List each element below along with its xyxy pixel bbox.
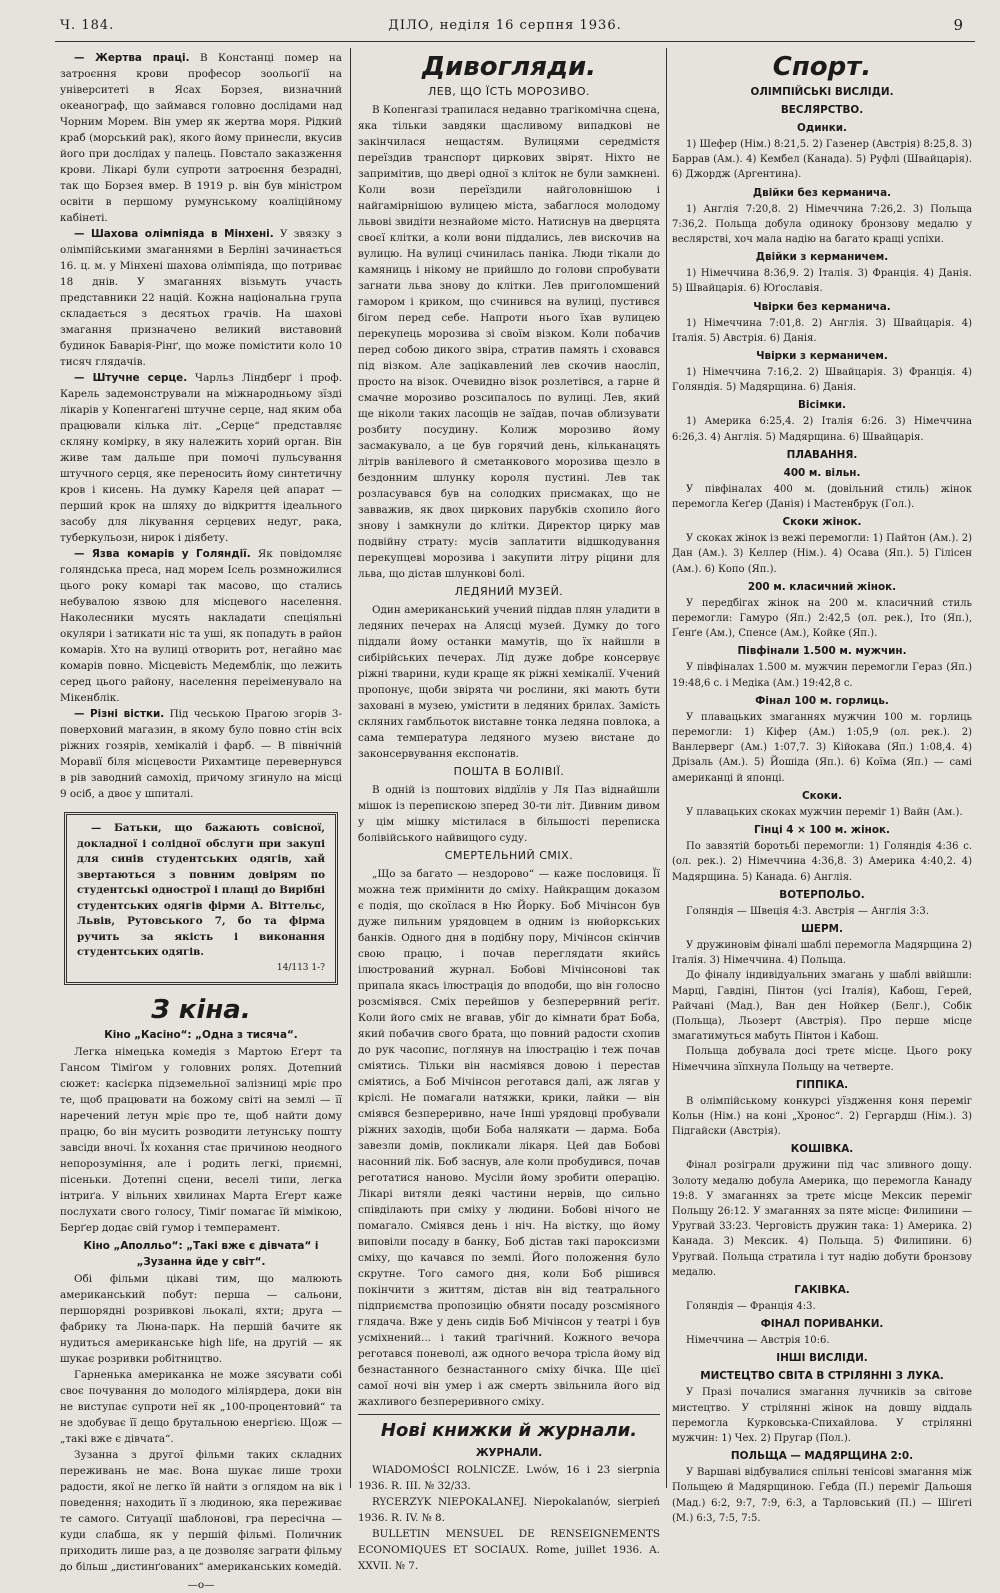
issue-number: Ч. 184.: [60, 18, 115, 33]
result-text: Німеччина — Австрія 10:6.: [686, 1335, 830, 1347]
sport-heading: ГАКІВКА.: [794, 1283, 850, 1296]
ad-text: — Батьки, що бажають совісної, докладної і солідної обслуги при закупі для синів студентських одягів, хай звертаються з повним довірям по студентські однострої і плащі до Вирібні студентських одягів фірми А. Віттельс, Львів, Рутовського 7, бо та фірма ручить за якість і виконання студентських одягів.: [77, 822, 325, 958]
divider: [358, 1414, 660, 1415]
review-text: Легка німецька комедія з Мартою Еґерт та Гансом Тіміґом у головних ролях. Дотепний сюжет: касієрка підземельної залізниці мріє про те, щоб працювати на божому світі на землі — її наречений летун мріє про те, щоб найти дому працю, бо він мусить розводити летунську пошту завсіди вночі. Їх кохання стає причиною неодного непорозуміння, але і родить легкі, приємні, пісеньки. Дотепні сцени, веселі типи, легка інтриґа. У вільних хвилинах Марта Еґерт каже послухати свого голосу, Тіміґ помагає їй мімікою, Берґер додає свій гумор і темперамент.: [60, 1046, 342, 1234]
event-heading: 400 м. вільн.: [783, 466, 861, 479]
result-text: По завзятій боротьбі перемогли: 1) Голяндія 4:36 с. (ол. рек.). 2) Німеччина 4:36,8. 3) Америка 4:40,2. 4) Мадярщина. 5) Канада. 6) Англія.: [672, 841, 972, 883]
sport-heading: ПЛАВАННЯ.: [786, 448, 858, 461]
page-header: [40, 16, 970, 36]
sport-heading: ВЕСЛЯРСТВО.: [780, 104, 864, 116]
section-title-books: Нові книжки й журнали.: [380, 1420, 638, 1441]
event-heading: Фінал 100 м. горлиць.: [755, 694, 889, 707]
story-text: Один американський учений піддав плян уладити в ледяних печерах на Алясці музей. Думку до того піддали йому останки мамутів, що їх найшли в сибірійських печерах. Лід дуже добре консервує ріжні тварини, куди краще як ріжні хемікалії. Учений пропонує, щоби звірята чи рослини, які мають бути заховані в музею, умістити в ледяних брилах. Замість скляних гамбльоток виставне тонка ледяна повлока, а сама температура ледяного музею вистане до законсервування експонатів.: [358, 604, 660, 760]
result-text: У Празі почалися змагання лучників за світове мистецтво. У стрілянні жінок на довшу віддаль перемогла Курковська-Спихайлова. У стрілянні мужчин: 1) Чех. 2) Пругар (Пол.).: [672, 1387, 972, 1444]
result-text: 1) Німеччина 8:36,9. 2) Італія. 3) Франція. 4) Данія. 5) Швайцарія. 6) Юґославія.: [672, 268, 972, 295]
result-text: 1) Америка 6:25,4. 2) Італія 6:26. 3) Німеччина 6:26,3. 4) Англія. 5) Мадярщина. 6) Швайцарія.: [672, 416, 972, 443]
sport-heading: ОЛІМПІЙСЬКІ ВИСЛІДИ.: [750, 86, 894, 98]
story-text: „Що за багато — нездорово“ — каже пословиця. Її можна теж примінити до сміху. Найкращим доказом є подія, що скоїлася в Ню Йорку. Боб Мічінсон був дуже пильним урядовцем в одним із нюйоркських банків. Одного дня в подібну пору, Мічінсон скінчив свою працю, і почав переглядати якийсь ілюстрований журнал. Бобові Мічінсонові так припала якась ілюстрація до вподоби, що він голосно розсміявся. Сміх перейшов у безперервний реґіт. Коли його сміх не вгавав, убіг до кімнати брат Боба, який побачив свого брата, що повний радости схопив до рук часопис, поглянув на ілюстрацію і теж почав сміятись. Тільки він насміявся довою і перестав сміятись, а Боб Мічінсон реготався далі, аж лягав у кріслі. Не помагали натяжки, крики, лайки — він сміявся безпереривно, наче Інші урядовці пробували ріжних заходів, щоби Боба налякати — дарма. Боба завезли домів, покликали лікаря. Цей дав Бобові насонний лік. Боб заснув, але коли пробудився, почав реготатися наново. Мусіли йому зробити операцію. Лікарі витяли деякі частини нервів, що сильно співділають при сміху у людини. Бобові нічого не помагало. Сміявся день і ніч. На вістку, що йому виповіли посаду в банку, Боб дістав такі пароксизми сміху, що качався по землі. Його положення було скрутне. Того самого дня, коли Боб рішився покінчити з життям, дістав він від театрального підприємства пропозицію обняти посаду розсміяного глядача. Вже у день сидів Боб Мічінсон у театрі і був усміхнений... і такий трагічний. Кожного вечора реготався поневолі, аж одного вечора трісла йому від безнастанного безнастанного сміху бічка. Ще цієї самої ночі він умер і аж смерть звільнила його від жахливого безпереривного сміху.: [358, 868, 660, 1408]
event-heading: ПОЛЬЩА — МАДЯРЩИНА 2:0.: [730, 1450, 914, 1463]
story-title: ПОШТА В БОЛІВІЇ.: [453, 765, 565, 778]
event-heading: Двійки без керманича.: [752, 186, 892, 199]
story-text: В одній із поштових віддїлів у Ля Паз віднайшли мішок із перепискою зперед 30-ти літ. Дивним дивом у цім мішку містилася в більшості переписка болівійського найвищого суду.: [358, 784, 660, 844]
event-heading: Вісімки.: [798, 399, 846, 412]
column-middle: [358, 50, 660, 1572]
result-text: У півфіналах 1.500 м. мужчин перемогли Гераз (Яп.) 19:48,6 с. і Медіка (Ам.) 19:42,8 с.: [672, 662, 972, 689]
journals-heading: ЖУРНАЛИ.: [475, 1447, 543, 1459]
review-heading: Кіно „Касіно“: „Одна з тисяча“.: [104, 1029, 298, 1041]
result-text: 1) Англія 7:20,8. 2) Німеччина 7:26,2. 3) Польща 7:36,2. Польща добула одинокy бронзову медалю у веслярстві, хоч мала надію на багато кращі успіхи.: [672, 203, 972, 246]
masthead: ДІЛО, неділя 16 серпня 1936.: [388, 18, 622, 33]
advertisement-box: [64, 812, 338, 985]
result-text: 1) Шефер (Нім.) 8:21,5. 2) Газенер (Австрія) 8:25,8. 3) Баррав (Ам.). 4) Кембел (Канада). 5) Руфлі (Швайцарія). 6) Джордж (Аргентина).: [672, 139, 972, 181]
result-text: У скоках жінок із вежі перемогли: 1) Пайтон (Ам.). 2) Дан (Ам.). 3) Келлер (Нім.). 4) Осава (Яп.). 5) Гілісен (Ам.). 6) Копо (Яп.).: [672, 533, 972, 575]
page-number: 9: [953, 16, 964, 34]
result-text: У плавацьких змаганнях мужчин 100 м. горлиць перемогли: 1) Кіфер (Ам.) 1:05,9 (ол. рек.). 2) Ванлерверг (Ам.) 1:07,7. 3) Кійокава (Яп.) 1:08,4. 4) Дрізаль (Ам.). 5) Йошіда (Яп.). 6) Коїма (Яп.) — самі американці й японці.: [672, 711, 972, 784]
result-text: У передбігах жінок на 200 м. класичний стиль перемогли: Гамуро (Яп.) 2:42,5 (ол. рек.), Іто (Яп.), Ґенґе (Ам.), Спенсе (Ам.), Койке (Яп.).: [672, 597, 972, 640]
review-text: Зузанна з другої фільми таких складних переживань не має. Вона шукає лише трохи радости, якої не легко їй найти з оглядом на вік і поведення; находить її з людиною, яка переживає те самого. Ситуації шаблоновi, гра пересічна — куди слабша, як у першій фільмі. Поличник приходить лише раз, а це дозволяє заграти фільму до більш „дистинґованих“ американських комедій.: [60, 1449, 342, 1573]
result-text: У дружиновім фіналі шаблі перемогла Мадярщина 2) Італія. 3) Німеччина. 4) Польща.: [672, 939, 972, 967]
event-heading: Двійки з керманичем.: [755, 251, 889, 264]
result-text: 1) Німеччина 7:01,8. 2) Англія. 3) Швайцарія. 4) Італія. 5) Австрія. 6) Данія.: [672, 317, 972, 344]
journal-entry: RYCERZYK NIEPOKALANEJ. Niepokalanów, sierpień 1936. R. IV. № 8.: [358, 1496, 660, 1524]
section-title-curiosities: Дивогляди.: [421, 52, 597, 82]
sport-heading: ВОТЕРПОЛЬО.: [779, 888, 865, 901]
result-text: Голяндія — Франція 4:3.: [686, 1300, 816, 1312]
sport-heading: ГІППІКА.: [795, 1078, 849, 1091]
event-heading: Півфінали 1.500 м. мужчин.: [737, 645, 907, 658]
event-heading: Скоки жінок.: [782, 516, 862, 529]
event-heading: Чвірки без керманича.: [753, 300, 891, 313]
ad-code: 14/113 1-?: [276, 962, 325, 973]
event-heading: МИСТЕЦТВО СВІТА В СТРІЛЯННІ З ЛУКА.: [700, 1370, 944, 1383]
event-heading: 200 м. класичний жінок.: [747, 580, 897, 593]
result-text: У півфіналах 400 м. (довільний стиль) жінок перемогла Кеґер (Данія) і Мастенбрук (Гол.).: [672, 483, 972, 511]
journal-entry: BULLETIN MENSUEL DE RENSEIGNEMENTS ECONOMIQUES ET SOCIAUX. Rome, juillet 1936. A. XXVII. № 7.: [358, 1528, 660, 1572]
result-text: До фіналу індивідуальних змагань у шаблі ввійшли: Марці, Гавдіні, Пінтон (усі Італія), Кабош, Герей, Райчані (Мад.), Ван ден Нойкер (Белг.), Собік (Польща), Льозерт (Австрія). Про перше місце змагатимуться мабуть Пінтон і Кабош.: [672, 970, 972, 1043]
column-rule-1: [350, 48, 351, 1488]
sport-heading: ФІНАЛ ПОРИВАНКИ.: [760, 1318, 884, 1331]
section-title-kino: З кіна.: [151, 995, 251, 1025]
sport-heading: КОШІВКА.: [790, 1143, 854, 1156]
result-text: Голяндія — Швеція 4:3. Австрія — Англія 3:3.: [686, 905, 929, 917]
review-text: Обі фільми цікаві тим, що малюють американський побут: перша — сальони, першорядні розривкові льокалі, яхти; друга — фабрику та Люна-парк. На першій бачите як нудиться американське high life, на другій — як шукає розривки робітництво.: [60, 1273, 342, 1365]
sport-heading: ШЕРМ.: [801, 922, 843, 935]
story-title: ЛЕВ, ЩО ЇСТЬ МОРОЗИВО.: [427, 85, 591, 98]
story-title: СМЕРТЕЛЬНИЙ СМІХ.: [444, 849, 574, 862]
event-heading: Одинки.: [797, 122, 847, 134]
story-title: ЛЕДЯНИЙ МУЗЕЙ.: [454, 585, 564, 598]
result-text: У Варшаві відбувалися спільні тенісові змагання між Польщею й Мадярщиною. Гебда (П.) переміг Дальошя (Мад.) 6:2, 9:7, 7:9, 6:3, а Тарловський (П.) — Шіґеті (М.) 6:3, 7:5, 7:5.: [672, 1467, 972, 1524]
review-heading: Кіно „Аполльо“: „Такі вже є дівчата“ і „Зузанна йде у світ“.: [83, 1240, 319, 1268]
event-heading: Гінці 4 × 100 м. жінок.: [754, 824, 890, 837]
header-rule: [55, 41, 975, 42]
news-item: — Жертва праці. В Констанці помер на затроєння крови професор зоольоґії на університеті в Ясах Борзея, визначний океанограф, що займався головно дослідами над Чорним Морем. Він умер як жертва моря. Рідкий краб (морський рак), якого йому принесли, вкусив його при дослідах у палець. Повстало заказження крови. Лікарі були супроти затроєння безрадні, так що Борзея вмер. В 1919 р. він був міністром освіти в першому румунському коаліційному кабінеті.: [60, 52, 342, 224]
news-item: — Штучне серце. Чарльз Ліндберґ і проф. Карель задемонстрували на міжнародньому зїзді лікарів у Копенгаґені штучне серце, над яким оба працювали кілька літ. „Серце“ представляє скляну комірку, в яку належить хорий орган. Він живе там дальше при помочі пульсування штучного серця, яке переносить йому синтетичну кров і кисень. На думку Кареля цей апарат — перший крок на шляху до відкриття ідеального засобу для лікування серцевих недуг, рака, туберкульози, нирок і діябету.: [60, 372, 342, 544]
result-text: Польща добувала досі третє місце. Цього року Німеччина зїпхнула Польщу на четверте.: [672, 1046, 972, 1073]
result-text: У плавацьких скоках мужчин переміг 1) Вайн (Ам.).: [686, 806, 963, 818]
news-item: — Різні вістки. Під чеською Прагою згорів 3-поверховий магазин, в якому було повно стін всіх ріжних гозярів, хемікалій і фарб. — В північній Моравії біля місцевости Рихамтице перевернувся в рів заводний самохід, причому згинуло на місці 9 осіб, а двоє у шпиталі.: [60, 708, 342, 800]
event-heading: Скоки.: [801, 789, 843, 802]
story-text: В Копенгазі трапилася недавно трагікомічна сцена, яка тільки завдяки щасливому випадкові не закінчилася нещастям. Вулицями середмістя переїздив транспорт циркових звірят. Ніхто не запримітив, що двері одної з кліток не були замкнені. Коли вози переїздили найголовнішою і найгамірнішою вулицею міста, забаглося молодому львові звидіти незнайоме місто. Натиснув на дверцята своєї клітки, а коли вони піддались, лев вискочив на вулицю. На вулиці счинилась паніка. Люди тікали до камяниць і нікому не прийшло до голови спробувати загнати льва знову до клітки. Лев приголомшений гамором і криком, що счинився на вулиці, пустився бігом перед себе. Напроти нього їхав вулицею перекупець морозива зі своїм візком. Коли побачив перед собою дикого звіра, стратив память і сховався під візком. Але зацікавлений лев скочив наосліп, просто на візок. Очевидно візок розлетівся, а гарне й смачне морозиво розсипалось по вулиці. Лев, який ще ніколи таких ласощів не заїдав, почав облизувати розбиту посудину. Колиж морозиво йому засмакувало, а це був горячий день, кільканацять літрів ванілевого й сметанкового морозива щезло в бездонним шлунку короля пустині. Лев так розласувався був на солодких присмаках, що не завважив, як двох циркових парубків схопило його знову і замкнули до клітки. Директор цирку мав подвійну страту: мусів заплатити відшкодування перекупцеві морозива і закупити літру ріцини для льва, що дістав шлункові болі.: [358, 104, 660, 580]
news-item: — Язва комарів у Голяндії. Як повідомляє голяндська преса, над морем Ісель розмножилися цього року комарі так масово, що стались небувалою язвою для місцевого населення. Наколесники мусять накладати спеціяльні окуляри і затикати ніс та уші, як попадуть в район комарів. Хто на вулиці отворить рот, негайно має комарів повно. Місцевість Медемблік, що лежить серед цього району, населення переіменувало на Мікенблік.: [60, 548, 342, 704]
review-text: Гарненька американка не може зясувати собі своє почування до молодого міліярдера, доки він не виступає супроти неї як „100-процентовий“ та не здобуває її дещо брутальною енергією. Щож — „такі вже є дівчата“.: [60, 1369, 342, 1445]
event-heading: Чвірки з керманичем.: [756, 350, 888, 363]
sport-heading: ІНШІ ВИСЛІДИ.: [776, 1352, 868, 1365]
end-mark: —о—: [187, 1579, 215, 1591]
section-title-sport: Спорт.: [772, 52, 872, 82]
news-item: — Шахова олімпіяда в Мінхені. У звязку з олімпійськими змаганнями в Берліні зачинається 16. ц. м. у Мінхені шахова олімпіяда, що потриває 18 днів. У змаганнях візьмуть участь представники 22 націй. Кожна національна група складається з десятьох грачів. На шахові змагання призначено великий виставовий будинок Баварія-Рінґ, що може помістити коло 10 тисяч глядачів.: [60, 228, 342, 368]
column-right: [672, 50, 972, 1524]
column-left: [60, 50, 342, 1591]
column-rule-2: [666, 48, 667, 1488]
result-text: В олімпійському конкурсі уїздження коня переміг Кольн (Нім.) на коні „Хронос“. 2) Гергардш (Нім.). 3) Підгайски (Австрія).: [672, 1095, 972, 1138]
result-text: 1) Німеччина 7:16,2. 2) Швайцарія. 3) Франція. 4) Голяндія. 5) Мадярщина. 6) Данія.: [672, 367, 972, 394]
journal-entry: WIADOMOŚCI ROLNICZE. Lwów, 16 і 23 sierpnia 1936. R. III. № 32/33.: [358, 1464, 660, 1492]
result-text: Фінал розіграли дружини під час зливного дощу. Золоту медалю добула Америка, що перемогла Канаду 19:8. У змаганнях за третє місце Мексик переміг Польщу 26:12. У змаганнях за пяте місце: Филипини — Уругвай 33:23. Черговість дружин така: 1) Америка. 2) Канада. 3) Мексик. 4) Польща. 5) Филипини. 6) Уругвай. Польща стратила і тут надію добути бронзову медалю.: [672, 1160, 972, 1278]
